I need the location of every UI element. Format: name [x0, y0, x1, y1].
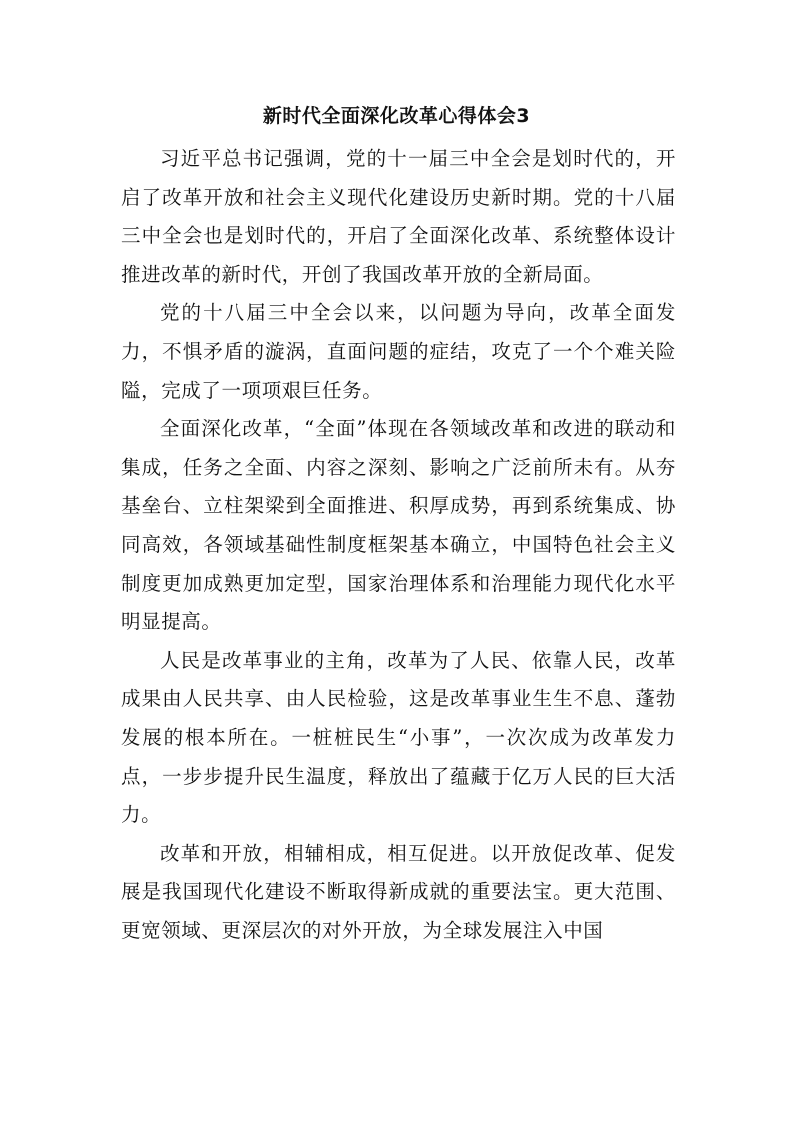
paragraph-3: 全面深化改革，“全面”体现在各领域改革和改进的联动和集成，任务之全面、内容之深刻、影响之广泛前所未有。从夯基垒台、立柱架梁到全面推进、积厚成势，再到系统集成、协同高效，各领域基础性制度框架基本确立，中国特色社会主义制度更加成熟更加定型，国家治理体系和治理能力现代化水平明显提高。: [121, 417, 676, 634]
document-title: 新时代全面深化改革心得体会3: [262, 105, 531, 127]
paragraph-1: 习近平总书记强调，党的十一届三中全会是划时代的，开启了改革开放和社会主义现代化建设历史新时期。党的十八届三中全会也是划时代的，开启了全面深化改革、系统整体设计推进改革的新时代，开创了我国改革开放的全新局面。: [121, 147, 676, 286]
paragraph-2: 党的十八届三中全会以来，以问题为导向，改革全面发力，不惧矛盾的漩涡，直面问题的症结，攻克了一个个难关险隘，完成了一项项艰巨任务。: [121, 301, 676, 402]
paragraph-4: 人民是改革事业的主角，改革为了人民、依靠人民，改革成果由人民共享、由人民检验，这是改革事业生生不息、蓬勃发展的根本所在。一桩桩民生“小事”，一次次成为改革发力点，一步步提升民生温度，释放出了蕴藏于亿万人民的巨大活力。: [121, 648, 676, 827]
paragraph-5: 改革和开放，相辅相成，相互促进。以开放促改革、促发展是我国现代化建设不断取得新成就的重要法宝。更大范围、更宽领域、更深层次的对外开放，为全球发展注入中国: [121, 841, 676, 942]
document-body: [121, 140, 676, 950]
